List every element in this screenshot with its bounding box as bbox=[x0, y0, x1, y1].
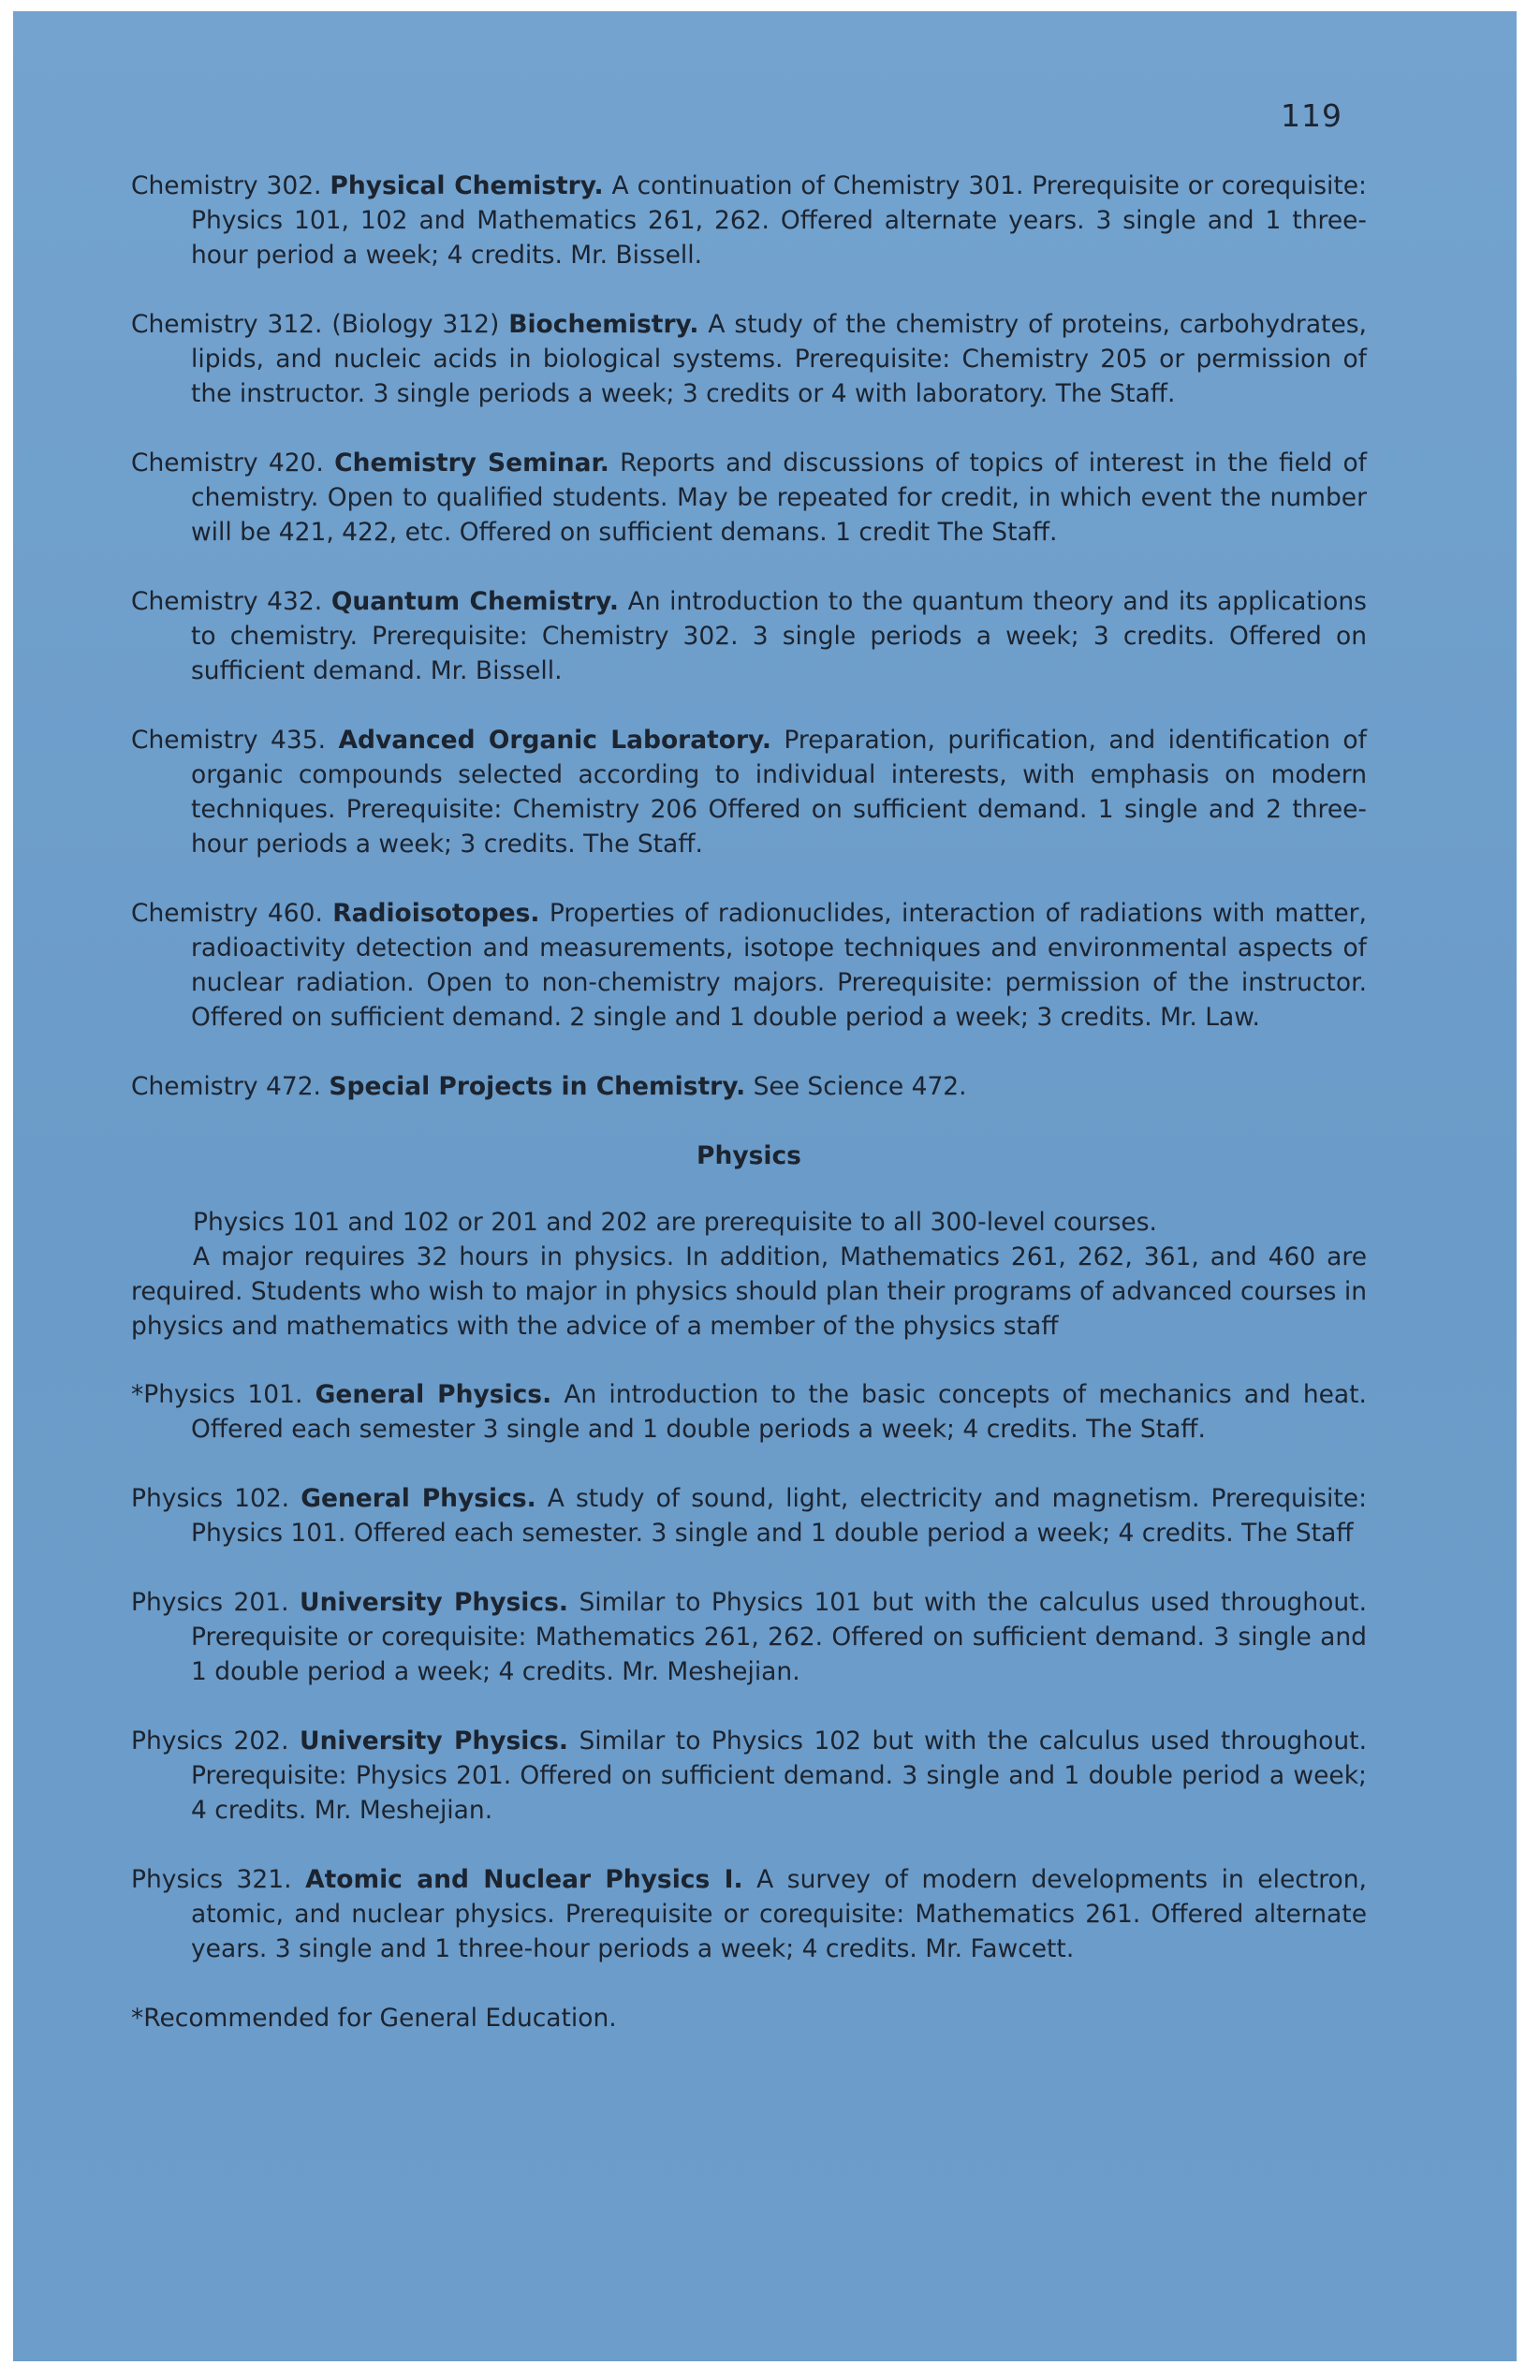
course-code: Chemistry 435. bbox=[131, 726, 327, 755]
course-entry-chemistry-302 bbox=[131, 169, 1367, 272]
course-title: Chemistry Seminar. bbox=[334, 448, 609, 477]
course-title: Special Projects in Chemistry. bbox=[329, 1072, 746, 1101]
course-entry-chemistry-420 bbox=[131, 446, 1367, 550]
course-entry-physics-202 bbox=[131, 1724, 1367, 1828]
course-entry-physics-321 bbox=[131, 1862, 1367, 1966]
course-description: A study of sound, light, electricity and magnetism. Prerequisite: Physics 101. Offered each semester. 3 single and 1 double period a week; 4 credits. The Staff bbox=[191, 1484, 1367, 1548]
course-description: An introduction to the quantum theory and its applications to chemistry. Prerequisite: Chemistry 302. 3 single periods a week; 3 credits. Offered on sufficient demand. Mr. Bissell. bbox=[191, 587, 1367, 685]
course-code: Physics 202. bbox=[131, 1726, 289, 1756]
intro-paragraph: Physics 101 and 102 or 201 and 202 are prerequisite to all 300-level courses. bbox=[193, 1208, 1157, 1237]
course-code: Physics 102. bbox=[131, 1484, 290, 1513]
course-code: Chemistry 432. bbox=[131, 587, 323, 616]
course-entry-chemistry-312 bbox=[131, 307, 1367, 411]
course-description: An introduction to the basic concepts of mechanics and heat. Offered each semester 3 single and 1 double periods a week; 4 credits. The Staff. bbox=[191, 1380, 1367, 1444]
page-content bbox=[131, 169, 1367, 2061]
course-code: Chemistry 302. bbox=[131, 171, 322, 200]
section-heading-physics: Physics bbox=[697, 1141, 801, 1170]
course-description: Similar to Physics 101 but with the calculus used throughout. Prerequisite or corequisite: Mathematics 261, 262. Offered on sufficient demand. 3 single and 1 double period a week; 4 credits. Mr. Meshejian. bbox=[191, 1588, 1367, 1686]
course-description: Preparation, purification, and identification of organic compounds selected according to individual interests, with emphasis on modern techniques. Prerequisite: Chemistry 206 Offered on sufficient demand. 1 single and 2 three-hour periods a week; 3 credits. The Staff. bbox=[191, 726, 1367, 859]
course-entry-physics-101 bbox=[131, 1377, 1367, 1447]
catalog-page bbox=[13, 11, 1517, 2361]
course-description: A continuation of Chemistry 301. Prerequisite or corequisite: Physics 101, 102 and Mathematics 261, 262. Offered alternate years. 3 single and 1 three-hour period a week; 4 credits. Mr. Bissell. bbox=[191, 171, 1367, 270]
course-code: Chemistry 460. bbox=[131, 899, 323, 928]
course-entry-chemistry-435 bbox=[131, 723, 1367, 861]
course-code: Physics 321. bbox=[131, 1865, 292, 1894]
course-entry-physics-102 bbox=[131, 1481, 1367, 1550]
course-title: General Physics. bbox=[315, 1380, 552, 1409]
course-entry-physics-201 bbox=[131, 1585, 1367, 1689]
course-code: Chemistry 472. bbox=[131, 1072, 321, 1101]
course-entry-chemistry-432 bbox=[131, 584, 1367, 688]
course-description: A survey of modern developments in electron, atomic, and nuclear physics. Prerequisite or corequisite: Mathematics 261. Offered alternate years. 3 single and 1 three-hour periods a week; 4 credits. Mr. Fawcett. bbox=[191, 1865, 1367, 1963]
course-description: A study of the chemistry of proteins, carbohydrates, lipids, and nucleic acids in biological systems. Prerequisite: Chemistry 205 or permission of the instructor. 3 single periods a week; 3 credits or 4 with laboratory. The Staff. bbox=[191, 310, 1367, 408]
physics-intro bbox=[131, 1205, 1367, 1344]
course-title: Quantum Chemistry. bbox=[330, 587, 619, 616]
intro-paragraph: A major requires 32 hours in physics. In addition, Mathematics 261, 262, 361, and 460 are required. Students who wish to major in physics should plan their programs of advanced courses in physics and mathematics with the advice of a member of the physics staff bbox=[131, 1242, 1367, 1341]
course-description: Similar to Physics 102 but with the calculus used throughout. Prerequisite: Physics 201. Offered on sufficient demand. 3 single and 1 double period a week; 4 credits. Mr. Meshejian. bbox=[191, 1726, 1367, 1825]
course-title: Atomic and Nuclear Physics I. bbox=[305, 1865, 743, 1894]
course-description: Reports and discussions of topics of interest in the field of chemistry. Open to qualified students. May be repeated for credit, in which event the number will be 421, 422, etc. Offered on sufficient demans. 1 credit The Staff. bbox=[191, 448, 1367, 547]
course-title: Biochemistry. bbox=[508, 310, 699, 339]
course-title: Physical Chemistry. bbox=[330, 171, 604, 200]
course-code: *Physics 101. bbox=[131, 1380, 303, 1409]
course-entry-chemistry-472 bbox=[131, 1069, 1367, 1104]
course-description: Properties of radionuclides, interaction of radiations with matter, radioactivity detection and measurements, isotope techniques and environmental aspects of nuclear radiation. Open to non-chemistry majors. Prerequisite: permission of the instructor. Offered on sufficient demand. 2 single and 1 double period a week; 3 credits. Mr. Law. bbox=[191, 899, 1367, 1032]
course-title: General Physics. bbox=[301, 1484, 536, 1513]
course-code: Chemistry 420. bbox=[131, 448, 324, 477]
course-title: Advanced Organic Laboratory. bbox=[338, 726, 771, 755]
footnote: *Recommended for General Education. bbox=[131, 2004, 617, 2033]
course-code: Physics 201. bbox=[131, 1588, 289, 1617]
course-code: Chemistry 312. (Biology 312) bbox=[131, 310, 500, 339]
course-title: Radioisotopes. bbox=[332, 899, 540, 928]
course-entry-chemistry-460 bbox=[131, 896, 1367, 1035]
course-title: University Physics. bbox=[300, 1726, 568, 1756]
page-number: 119 bbox=[1281, 97, 1342, 134]
course-title: University Physics. bbox=[300, 1588, 568, 1617]
course-description: See Science 472. bbox=[753, 1072, 967, 1101]
